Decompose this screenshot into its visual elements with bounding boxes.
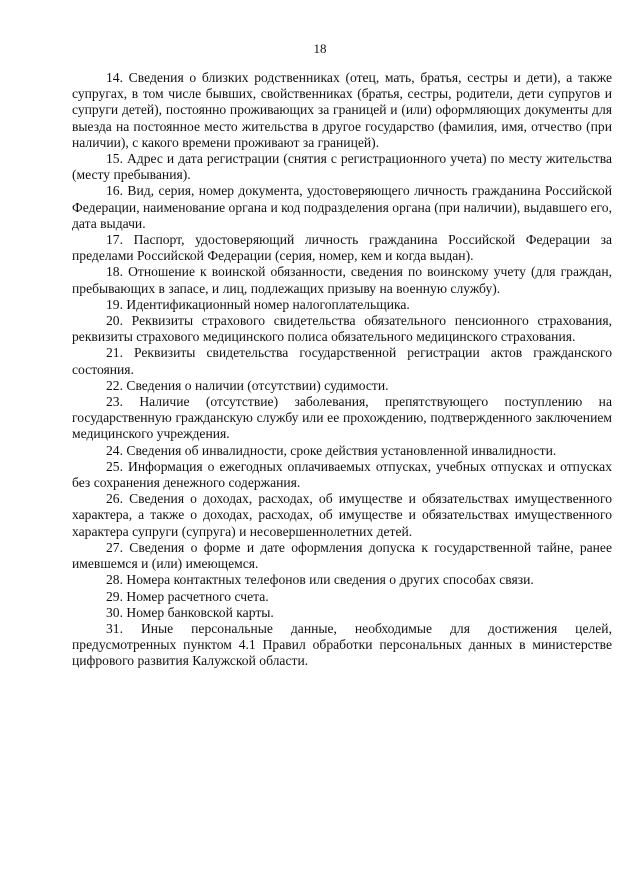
list-item-27: 27. Сведения о форме и дате оформления допуска к государственной тайне, ранее имевшемся и (или) имеющемся. [72, 539, 612, 572]
list-item-21: 21. Реквизиты свидетельства государственной регистрации актов гражданского состояния. [72, 345, 612, 377]
list-item-28: 28. Номера контактных телефонов или сведения о других способах связи. [106, 572, 534, 588]
page-number: 18 [313, 41, 327, 56]
list-item-22: 22. Сведения о наличии (отсутствии) судимости. [106, 377, 389, 393]
list-item-23: 23. Наличие (отсутствие) заболевания, препятствующего поступлению на государственную гражданскую службу или ее прохождению, подтвержденного заключением медицинского учреждения. [72, 394, 612, 442]
list-item-19: 19. Идентификационный номер налогоплательщика. [106, 296, 410, 312]
list-item-24: 24. Сведения об инвалидности, сроке действия установленной инвалидности. [106, 442, 557, 458]
list-item-25: 25. Информация о ежегодных оплачиваемых отпусках, учебных отпусках и отпусках без сохранения денежного содержания. [72, 458, 612, 491]
list-item-14: 14. Сведения о близких родственниках (отец, мать, братья, сестры и дети), а также супругах, в том числе бывших, свойственниках (братья, сестры, родители, дети супругов и супруги детей), постоянно проживающих за границей и (или) оформляющих документы для выезда на постоянное место жительства в другое государство (фамилия, имя, отчество (при наличии), с какого времени проживают за границей). [72, 70, 612, 150]
list-item-17: 17. Паспорт, удостоверяющий личность гражданина Российской Федерации за пределами Российской Федерации (серия, номер, кем и когда выдан). [72, 232, 612, 264]
document-body [72, 70, 612, 670]
list-item-31: 31. Иные персональные данные, необходимые для достижения целей, предусмотренных пунктом 4.1 Правил обработки персональных данных в министерстве цифрового развития Калужской области. [72, 620, 612, 669]
list-item-30: 30. Номер банковской карты. [106, 604, 274, 620]
list-item-16: 16. Вид, серия, номер документа, удостоверяющего личность гражданина Российской Федерации, наименование органа и код подразделения органа (при наличии), выдавшего его, дата выдачи. [72, 183, 612, 231]
list-item-29: 29. Номер расчетного счета. [106, 588, 269, 604]
list-item-20: 20. Реквизиты страхового свидетельства обязательного пенсионного страхования, реквизиты страхового медицинского полиса обязательного медицинского страхования. [72, 313, 612, 345]
list-item-26: 26. Сведения о доходах, расходах, об имуществе и обязательствах имущественного характера, а также о доходах, расходах, об имуществе и обязательствах имущественного характера супруги (супруга) и несовершеннолетних детей. [72, 491, 612, 539]
list-item-15: 15. Адрес и дата регистрации (снятия с регистрационного учета) по месту жительства (месту пребывания). [72, 151, 612, 183]
list-item-18: 18. Отношение к воинской обязанности, сведения по воинскому учету (для граждан, пребывающих в запасе, и лиц, подлежащих призыву на военную службу). [72, 264, 612, 296]
